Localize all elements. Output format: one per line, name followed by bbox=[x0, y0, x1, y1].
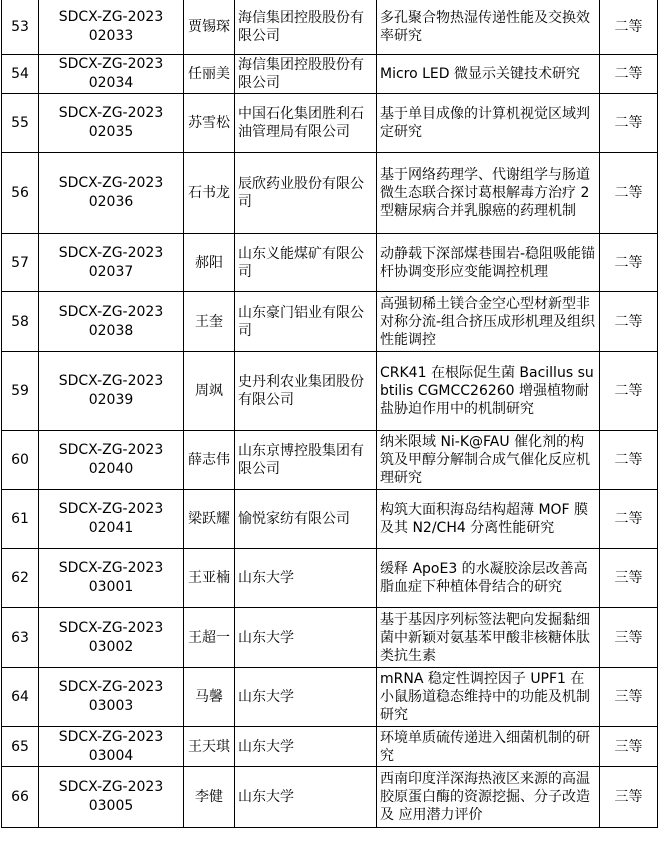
project-id-cell bbox=[39, 608, 184, 668]
row-number: 62 bbox=[2, 549, 39, 608]
table-row bbox=[2, 153, 658, 234]
project-id-cell bbox=[39, 352, 184, 431]
row-number: 56 bbox=[2, 153, 39, 234]
organization: 辰欣药业股份有限公司 bbox=[235, 153, 377, 234]
project-id-prefix: SDCX-ZG-2023 bbox=[58, 779, 164, 795]
table-row bbox=[2, 94, 658, 153]
organization: 史丹利农业集团股份有限公司 bbox=[235, 352, 377, 431]
row-number: 57 bbox=[2, 234, 39, 292]
project-id-cell bbox=[39, 55, 184, 94]
award-level: 二等 bbox=[600, 431, 658, 490]
person-name: 贾锡琛 bbox=[184, 0, 235, 55]
project-id-prefix: SDCX-ZG-2023 bbox=[58, 560, 164, 576]
award-level: 三等 bbox=[600, 608, 658, 668]
project-title: 基于单目成像的计算机视觉区域判定研究 bbox=[377, 94, 600, 153]
project-title: 多孔聚合物热湿传递性能及交换效率研究 bbox=[377, 0, 600, 55]
organization: 山东大学 bbox=[235, 608, 377, 668]
row-number: 60 bbox=[2, 431, 39, 490]
person-name: 王亚楠 bbox=[184, 549, 235, 608]
person-name: 王奎 bbox=[184, 292, 235, 352]
organization: 山东大学 bbox=[235, 668, 377, 727]
organization: 山东京博控股集团有限公司 bbox=[235, 431, 377, 490]
person-name: 周飒 bbox=[184, 352, 235, 431]
person-name: 郝阳 bbox=[184, 234, 235, 292]
award-level: 二等 bbox=[600, 94, 658, 153]
table-row bbox=[2, 55, 658, 94]
project-id-prefix: SDCX-ZG-2023 bbox=[58, 175, 164, 191]
project-id-prefix: SDCX-ZG-2023 bbox=[58, 373, 164, 389]
award-level: 二等 bbox=[600, 292, 658, 352]
award-level: 二等 bbox=[600, 234, 658, 292]
organization: 海信集团控股股份有限公司 bbox=[235, 55, 377, 94]
person-name: 马馨 bbox=[184, 668, 235, 727]
organization: 山东豪门铝业有限公司 bbox=[235, 292, 377, 352]
table-row bbox=[2, 490, 658, 549]
project-id-prefix: SDCX-ZG-2023 bbox=[58, 501, 164, 517]
project-id-suffix: 03001 bbox=[88, 579, 134, 595]
project-id-prefix: SDCX-ZG-2023 bbox=[58, 728, 164, 745]
person-name: 薛志伟 bbox=[184, 431, 235, 490]
project-title: 西南印度洋深海热液区来源的高温胶原蛋白酶的资源挖掘、分子改造及 应用潜力评价 bbox=[377, 767, 600, 828]
project-title: mRNA 稳定性调控因子 UPF1 在小鼠肠道稳态维持中的功能及机制研究 bbox=[377, 668, 600, 727]
row-number: 61 bbox=[2, 490, 39, 549]
organization: 海信集团控股股份有限公司 bbox=[235, 0, 377, 55]
table-row bbox=[2, 292, 658, 352]
project-id-suffix: 02035 bbox=[88, 124, 134, 140]
project-id-cell bbox=[39, 0, 184, 55]
award-level: 二等 bbox=[600, 0, 658, 55]
table-row bbox=[2, 549, 658, 608]
organization: 山东大学 bbox=[235, 727, 377, 767]
project-id-suffix: 02041 bbox=[88, 520, 134, 536]
project-id-suffix: 02038 bbox=[88, 322, 134, 339]
project-id-cell bbox=[39, 153, 184, 234]
organization: 山东大学 bbox=[235, 549, 377, 608]
row-number: 64 bbox=[2, 668, 39, 727]
project-id-suffix: 02036 bbox=[88, 194, 134, 210]
project-id-prefix: SDCX-ZG-2023 bbox=[58, 442, 164, 458]
project-id-suffix: 02039 bbox=[88, 392, 134, 408]
table-row bbox=[2, 234, 658, 292]
person-name: 任丽美 bbox=[184, 55, 235, 94]
person-name: 王超一 bbox=[184, 608, 235, 668]
person-name: 苏雪松 bbox=[184, 94, 235, 153]
project-id-cell bbox=[39, 490, 184, 549]
table-row bbox=[2, 352, 658, 431]
award-level: 三等 bbox=[600, 549, 658, 608]
organization: 山东义能煤矿有限公司 bbox=[235, 234, 377, 292]
project-id-prefix: SDCX-ZG-2023 bbox=[58, 9, 164, 25]
award-level: 二等 bbox=[600, 55, 658, 94]
project-id-suffix: 02034 bbox=[88, 75, 134, 91]
organization: 愉悦家纺有限公司 bbox=[235, 490, 377, 549]
award-level: 三等 bbox=[600, 727, 658, 767]
project-id-suffix: 03003 bbox=[88, 698, 134, 714]
project-id-suffix: 02033 bbox=[88, 28, 134, 44]
project-id-prefix: SDCX-ZG-2023 bbox=[58, 244, 164, 261]
table-body bbox=[2, 0, 658, 828]
person-name: 王天琪 bbox=[184, 727, 235, 767]
project-id-suffix: 03002 bbox=[88, 638, 134, 655]
project-id-cell bbox=[39, 549, 184, 608]
person-name: 石书龙 bbox=[184, 153, 235, 234]
project-title: 纳米限域 Ni-K@FAU 催化剂的构筑及甲醇分解制合成气催化反应机理研究 bbox=[377, 431, 600, 490]
table-row bbox=[2, 727, 658, 767]
project-title: 构筑大面积海岛结构超薄 MOF 膜及其 N2/CH4 分离性能研究 bbox=[377, 490, 600, 549]
table-row bbox=[2, 0, 658, 55]
table-row bbox=[2, 767, 658, 828]
project-id-cell bbox=[39, 767, 184, 828]
project-id-cell bbox=[39, 292, 184, 352]
project-id-prefix: SDCX-ZG-2023 bbox=[58, 619, 164, 636]
project-id-cell bbox=[39, 94, 184, 153]
row-number: 54 bbox=[2, 55, 39, 94]
row-number: 66 bbox=[2, 767, 39, 828]
project-id-suffix: 03005 bbox=[88, 798, 134, 814]
project-id-cell bbox=[39, 234, 184, 292]
project-title: 缓释 ApoE3 的水凝胶涂层改善高脂血症下种植体骨结合的研究 bbox=[377, 549, 600, 608]
project-title: CRK41 在根际促生菌 Bacillus subtilis CGMCC26260 增强植物耐盐胁迫作用中的机制研究 bbox=[377, 352, 600, 431]
table-row bbox=[2, 668, 658, 727]
table-row bbox=[2, 608, 658, 668]
project-id-suffix: 02037 bbox=[88, 263, 134, 280]
table-row bbox=[2, 431, 658, 490]
row-number: 53 bbox=[2, 0, 39, 55]
row-number: 63 bbox=[2, 608, 39, 668]
project-title: 高强韧稀土镁合金空心型材新型非对称分流-组合挤压成形机理及组织性能调控 bbox=[377, 292, 600, 352]
project-id-prefix: SDCX-ZG-2023 bbox=[58, 105, 164, 121]
project-title: 动静载下深部煤巷围岩-稳阻吸能锚杆协调变形应变能调控机理 bbox=[377, 234, 600, 292]
award-level: 二等 bbox=[600, 490, 658, 549]
project-id-prefix: SDCX-ZG-2023 bbox=[58, 679, 164, 695]
row-number: 58 bbox=[2, 292, 39, 352]
award-level: 三等 bbox=[600, 767, 658, 828]
project-id-prefix: SDCX-ZG-2023 bbox=[58, 56, 164, 72]
project-id-cell bbox=[39, 431, 184, 490]
project-id-prefix: SDCX-ZG-2023 bbox=[58, 303, 164, 320]
row-number: 59 bbox=[2, 352, 39, 431]
project-title: 基于基因序列标签法靶向发掘黏细菌中新颖对氨基苯甲酸非核糖体肽类抗生素 bbox=[377, 608, 600, 668]
award-list-table bbox=[1, 0, 658, 828]
award-level: 二等 bbox=[600, 153, 658, 234]
project-id-suffix: 02040 bbox=[88, 461, 134, 477]
award-level: 二等 bbox=[600, 352, 658, 431]
project-id-cell bbox=[39, 668, 184, 727]
project-title: Micro LED 微显示关键技术研究 bbox=[377, 55, 600, 94]
organization: 中国石化集团胜利石油管理局有限公司 bbox=[235, 94, 377, 153]
row-number: 65 bbox=[2, 727, 39, 767]
project-id-cell bbox=[39, 727, 184, 767]
project-title: 基于网络药理学、代谢组学与肠道微生态联合探讨葛根解毒方治疗 2 型糖尿病合并乳腺癌的药理机制 bbox=[377, 153, 600, 234]
project-id-suffix: 03004 bbox=[88, 747, 134, 764]
award-level: 三等 bbox=[600, 668, 658, 727]
person-name: 梁跃耀 bbox=[184, 490, 235, 549]
row-number: 55 bbox=[2, 94, 39, 153]
organization: 山东大学 bbox=[235, 767, 377, 828]
person-name: 李健 bbox=[184, 767, 235, 828]
project-title: 环境单质硫传递进入细菌机制的研究 bbox=[377, 727, 600, 767]
